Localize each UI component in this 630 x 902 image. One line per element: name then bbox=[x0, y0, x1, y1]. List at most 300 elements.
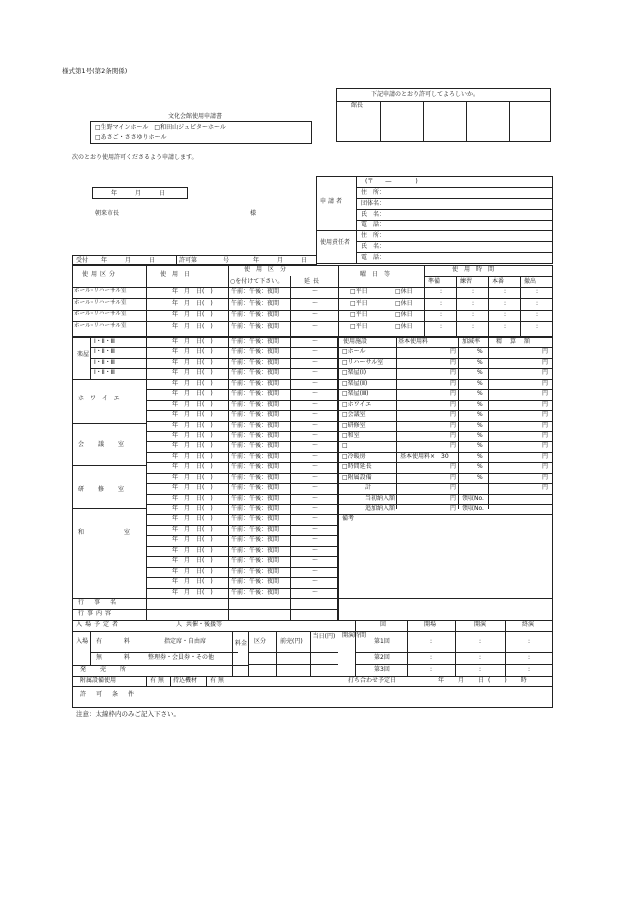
hvac-note: 基本使用料× 30 bbox=[400, 452, 449, 460]
room-row-slot[interactable]: 午前：午後：夜間 bbox=[231, 525, 280, 533]
responsible-label: 使用責任者 bbox=[320, 239, 351, 246]
fee-facility[interactable]: □楽屋(Ⅱ) bbox=[342, 379, 368, 387]
fee-facility[interactable]: □リハーサル室 bbox=[342, 358, 384, 366]
fee-percent: % bbox=[477, 431, 483, 439]
time-colon[interactable]: : bbox=[472, 288, 475, 295]
event-content-label: 行事内容 bbox=[78, 610, 115, 617]
fee-divider bbox=[338, 389, 553, 390]
fee-facility[interactable]: □ホワイエ bbox=[342, 400, 372, 408]
fee-percent: % bbox=[477, 473, 483, 481]
carry-in-umu[interactable]: 有 無 bbox=[210, 677, 224, 684]
addressee-sama: 様 bbox=[250, 210, 257, 217]
ticket-type[interactable]: 整理券・会員券・その他 bbox=[148, 654, 215, 661]
group-foyer: ホワイエ bbox=[78, 395, 126, 402]
hall-row-label: ホール･リハーサル室 bbox=[74, 322, 127, 329]
time-colon[interactable]: : bbox=[536, 322, 539, 330]
fee-divider bbox=[338, 421, 553, 422]
room-row-date[interactable]: 年 月 日( ) bbox=[172, 484, 213, 492]
approval-box bbox=[336, 88, 551, 142]
room-row-slot[interactable]: 午前：午後：夜間 bbox=[231, 463, 280, 471]
time-colon[interactable]: : bbox=[504, 299, 507, 307]
fee-head-amount: 精算額 bbox=[496, 338, 539, 345]
additional-payment: 追加納入額 bbox=[365, 505, 396, 513]
room-row-date[interactable]: 年 月 日( ) bbox=[172, 348, 213, 356]
fee-facility[interactable]: □会議室 bbox=[342, 411, 366, 419]
room-row-date[interactable]: 年 月 日( ) bbox=[172, 358, 213, 366]
room-row-date[interactable]: 年 月 日( ) bbox=[172, 557, 213, 565]
fee-total-amount-yen: 円 bbox=[542, 484, 549, 492]
fee-yen: 円 bbox=[450, 442, 457, 450]
room-row-date[interactable]: 年 月 日( ) bbox=[172, 494, 213, 502]
hall-row-date[interactable]: 年 月 日( ) bbox=[172, 311, 213, 318]
room-row-date[interactable]: 年 月 日( ) bbox=[172, 379, 213, 387]
fee-facility[interactable]: □研修室 bbox=[342, 421, 366, 429]
room-row-ext[interactable]: ～ bbox=[312, 369, 319, 377]
time-colon[interactable]: : bbox=[440, 322, 443, 330]
room-row-date[interactable]: 年 月 日( ) bbox=[172, 473, 213, 481]
fee-percent: % bbox=[477, 379, 483, 387]
event-name-label: 行事名 bbox=[78, 599, 127, 606]
form-number: 様式第1号(第2条関係) bbox=[62, 67, 128, 75]
applicant-heading: 申請者 bbox=[320, 198, 345, 205]
row-divider bbox=[72, 298, 553, 299]
room-row-slot[interactable]: 午前：午後：夜間 bbox=[231, 578, 280, 586]
gakuya-room[interactable]: Ⅰ・Ⅱ・Ⅲ bbox=[94, 348, 115, 356]
holiday-check[interactable]: □休日 bbox=[395, 311, 413, 318]
group-washitsu: 和室 bbox=[78, 529, 171, 536]
group-training: 研修室 bbox=[78, 486, 139, 493]
attendance-label: 入場予定者 bbox=[76, 621, 122, 628]
room-row-slot[interactable]: 午前：午後：夜間 bbox=[231, 452, 280, 460]
time-colon[interactable]: : bbox=[536, 299, 539, 307]
fee-facility[interactable]: □ bbox=[342, 442, 348, 450]
room-row-ext[interactable]: ～ bbox=[312, 546, 319, 554]
time-colon[interactable]: : bbox=[536, 311, 539, 318]
room-row-date[interactable]: 年 月 日( ) bbox=[172, 546, 213, 554]
perf-round-3: 第3回 bbox=[374, 666, 390, 673]
room-row-ext[interactable]: ～ bbox=[312, 473, 319, 481]
responsible-heading bbox=[320, 239, 354, 247]
fee-percent: % bbox=[477, 358, 483, 366]
time-subheads bbox=[426, 277, 552, 287]
row-divider bbox=[146, 462, 338, 463]
room-row-ext[interactable]: ～ bbox=[312, 348, 319, 356]
room-row-slot[interactable]: 午前：午後：夜間 bbox=[231, 505, 280, 513]
row-divider bbox=[90, 358, 338, 359]
room-row-date[interactable]: 年 月 日( ) bbox=[172, 463, 213, 471]
room-row-ext[interactable]: ～ bbox=[312, 379, 319, 387]
row-divider bbox=[146, 525, 338, 526]
fee-yen: 円 bbox=[450, 390, 457, 398]
room-row-slot[interactable]: 午前：午後：夜間 bbox=[231, 400, 280, 408]
head-usage-date: 使用日 bbox=[160, 271, 197, 278]
reception-label: 受付 bbox=[76, 257, 89, 264]
time-colon[interactable]: : bbox=[440, 288, 443, 295]
additional-receipt: 領収No. bbox=[462, 505, 484, 513]
fee-head-base: 基本使用料 bbox=[398, 338, 429, 345]
fee-amount-yen: 円 bbox=[542, 452, 549, 460]
hall-row-slot[interactable]: 午前：午後：夜間 bbox=[231, 299, 280, 307]
hall-row-slot[interactable]: 午前：午後：夜間 bbox=[231, 311, 280, 318]
room-row-ext[interactable]: ～ bbox=[312, 515, 319, 523]
row-divider bbox=[146, 494, 338, 495]
room-row-ext[interactable]: ～ bbox=[312, 463, 319, 471]
perf-colon-2b: : bbox=[479, 654, 482, 661]
ticket-office-label: 発売所 bbox=[80, 666, 141, 673]
room-row-date[interactable]: 年 月 日( ) bbox=[172, 421, 213, 429]
addressee: 朝来市長 bbox=[95, 210, 120, 217]
room-row-ext[interactable]: ～ bbox=[312, 358, 319, 366]
fee-facility[interactable]: □楽屋(Ⅲ) bbox=[342, 390, 369, 398]
time-colon[interactable]: : bbox=[472, 299, 475, 307]
fee-divider bbox=[338, 514, 553, 515]
fee-kanji: 料金 bbox=[235, 640, 248, 647]
room-row-ext[interactable]: ～ bbox=[312, 505, 319, 513]
hall-select-box bbox=[90, 121, 312, 144]
applicant-box bbox=[316, 176, 553, 264]
room-row-slot[interactable]: 午前：午後：夜間 bbox=[231, 588, 280, 596]
holiday-check[interactable]: □休日 bbox=[395, 288, 413, 295]
room-row-ext[interactable]: ～ bbox=[312, 452, 319, 460]
intro-text: 次のとおり使用許可くださるよう申請します。 bbox=[72, 154, 198, 161]
fee-facility[interactable]: □附属設備 bbox=[342, 473, 372, 481]
fee-percent: % bbox=[477, 390, 483, 398]
fee-yen: 円 bbox=[450, 400, 457, 408]
gakuya-room[interactable]: Ⅰ・Ⅱ・Ⅲ bbox=[94, 338, 115, 345]
sub-honban: 本番 bbox=[492, 278, 505, 285]
time-colon[interactable]: : bbox=[504, 311, 507, 318]
room-row-slot[interactable]: 午前：午後：夜間 bbox=[231, 494, 280, 502]
perf-colon-3b: : bbox=[479, 666, 482, 673]
permit-date: 年 月 日 bbox=[253, 257, 314, 264]
fee-yen: 円 bbox=[450, 358, 457, 366]
perf-head-start: 開演 bbox=[474, 621, 487, 628]
row-divider bbox=[146, 410, 338, 411]
fee-yen: 円 bbox=[450, 431, 457, 439]
fee-yen: 円 bbox=[450, 369, 457, 377]
hall-row-slot[interactable]: 午前：午後：夜間 bbox=[231, 322, 280, 330]
weekday-check[interactable]: □平日 bbox=[350, 322, 368, 330]
equipment-umu[interactable]: 有 無 bbox=[150, 677, 164, 684]
weekday-check[interactable]: □平日 bbox=[350, 288, 368, 295]
room-row-date[interactable]: 年 月 日( ) bbox=[172, 525, 213, 533]
room-row-ext[interactable]: ～ bbox=[312, 421, 319, 429]
holiday-check[interactable]: □休日 bbox=[395, 299, 413, 307]
hall-row-date[interactable]: 年 月 日( ) bbox=[172, 322, 213, 330]
row-divider bbox=[146, 441, 338, 442]
equipment-use-label: 附属設備使用 bbox=[80, 677, 117, 684]
fee-percent: % bbox=[477, 452, 483, 460]
perf-colon-2a: : bbox=[430, 654, 433, 661]
time-colon[interactable]: : bbox=[472, 311, 475, 318]
door-label: 当日(円) bbox=[312, 633, 336, 640]
hall-row-date[interactable]: 年 月 日( ) bbox=[172, 288, 213, 295]
weekday-check[interactable]: □平日 bbox=[350, 311, 368, 318]
perf-head-round: 回 bbox=[380, 621, 387, 628]
fee-divider bbox=[338, 368, 553, 369]
reception-date: 年 月 日 bbox=[101, 257, 162, 264]
room-row-ext[interactable]: ～ bbox=[312, 536, 319, 544]
fee-yen: 円 bbox=[450, 379, 457, 387]
fee-facility[interactable]: □時間延長 bbox=[342, 463, 372, 471]
room-row-slot[interactable]: 午前：午後：夜間 bbox=[231, 421, 280, 429]
hall-row-ext[interactable]: ～ bbox=[312, 311, 319, 318]
row-divider bbox=[146, 588, 338, 589]
fee-percent: % bbox=[477, 369, 483, 377]
room-row-date[interactable]: 年 月 日( ) bbox=[172, 515, 213, 523]
perf-colon-3a: : bbox=[430, 666, 433, 673]
application-date-box[interactable] bbox=[92, 187, 188, 199]
gakuya-room[interactable]: Ⅰ・Ⅱ・Ⅲ bbox=[94, 358, 115, 366]
fee-yen: 円 bbox=[450, 411, 457, 419]
row-divider bbox=[146, 514, 338, 515]
carry-in-label: 持込機材 bbox=[173, 677, 198, 684]
initial-receipt: 領収No. bbox=[462, 494, 484, 502]
room-row-slot[interactable]: 午前：午後：夜間 bbox=[231, 390, 280, 398]
perf-colon-2c: : bbox=[528, 654, 531, 661]
room-row-slot[interactable]: 午前：午後：夜間 bbox=[231, 442, 280, 450]
room-row-slot[interactable]: 午前：午後：夜間 bbox=[231, 338, 280, 345]
fee-facility[interactable]: □冷暖房 bbox=[342, 452, 366, 460]
room-row-slot[interactable]: 午前：午後：夜間 bbox=[231, 379, 280, 387]
room-row-ext[interactable]: ～ bbox=[312, 431, 319, 439]
fee-divider bbox=[338, 347, 553, 348]
perf-round-2: 第2回 bbox=[374, 654, 390, 661]
room-row-date[interactable]: 年 月 日( ) bbox=[172, 578, 213, 586]
fee-percent: % bbox=[477, 421, 483, 429]
room-row-slot[interactable]: 午前：午後：夜間 bbox=[231, 484, 280, 492]
row-divider bbox=[146, 504, 338, 505]
room-row-ext[interactable]: ～ bbox=[312, 567, 319, 575]
hall-row-ext[interactable]: ～ bbox=[312, 288, 319, 295]
head-weekday: 曜日等 bbox=[360, 271, 397, 278]
fee-amount-yen: 円 bbox=[542, 358, 549, 366]
fee-facility[interactable]: □楽屋(Ⅰ) bbox=[342, 369, 367, 377]
event-box bbox=[72, 598, 553, 708]
fee-amount-yen: 円 bbox=[542, 411, 549, 419]
room-row-date[interactable]: 年 月 日( ) bbox=[172, 452, 213, 460]
fee-yen: 円 bbox=[450, 348, 457, 356]
applicant-org[interactable]: 団体名： bbox=[361, 200, 386, 207]
room-row-slot[interactable]: 午前：午後：夜間 bbox=[231, 567, 280, 575]
director-label: 館長 bbox=[351, 102, 364, 109]
remarks-label: 備考 bbox=[342, 515, 355, 523]
row-divider bbox=[146, 473, 338, 474]
room-row-date[interactable]: 年 月 日( ) bbox=[172, 536, 213, 544]
fee-amount-yen: 円 bbox=[542, 369, 549, 377]
fee-total-yen: 円 bbox=[450, 484, 457, 492]
room-row-slot[interactable]: 午前：午後：夜間 bbox=[231, 431, 280, 439]
room-row-date[interactable]: 年 月 日( ) bbox=[172, 505, 213, 513]
hall-row-label: ホール･リハーサル室 bbox=[74, 299, 127, 306]
fee-amount-yen: 円 bbox=[542, 473, 549, 481]
row-divider bbox=[146, 389, 338, 390]
fee-amount-yen: 円 bbox=[542, 431, 549, 439]
room-row-ext[interactable]: ～ bbox=[312, 411, 319, 419]
sub-tesshutsu: 撤出 bbox=[524, 278, 537, 285]
additional-yen: 円 bbox=[450, 505, 457, 513]
fee-amount-yen: 円 bbox=[542, 400, 549, 408]
paid-label: 有料 bbox=[96, 638, 153, 645]
reception-row bbox=[72, 255, 317, 265]
time-colon[interactable]: : bbox=[504, 288, 507, 295]
room-row-date[interactable]: 年 月 日( ) bbox=[172, 338, 213, 345]
hall-row-ext[interactable]: ～ bbox=[312, 299, 319, 307]
time-colon[interactable]: : bbox=[536, 288, 539, 295]
performance-time-label: 開演時間 bbox=[342, 632, 367, 639]
fee-divider bbox=[338, 441, 553, 442]
perf-colon-1b: : bbox=[479, 638, 482, 645]
attendance-unit: 人 bbox=[176, 621, 183, 628]
fee-facility[interactable]: □ホール bbox=[342, 348, 366, 356]
permit-conditions-label: 許可条件 bbox=[80, 691, 145, 698]
room-row-slot[interactable]: 午前：午後：夜間 bbox=[231, 348, 280, 356]
application-date: 年 月 日 bbox=[110, 190, 171, 197]
fee-divider bbox=[338, 410, 553, 411]
hall-row-slot[interactable]: 午前：午後：夜間 bbox=[231, 288, 280, 295]
room-row-date[interactable]: 年 月 日( ) bbox=[172, 442, 213, 450]
perf-round-1: 第1回 bbox=[374, 638, 390, 645]
head-usage-type: 使用区分 bbox=[82, 271, 119, 278]
row-divider bbox=[146, 452, 338, 453]
perf-head-end: 終演 bbox=[522, 621, 535, 628]
hall-row-label: ホール･リハーサル室 bbox=[74, 288, 127, 294]
room-row-date[interactable]: 年 月 日( ) bbox=[172, 390, 213, 398]
fee-amount-yen: 円 bbox=[542, 442, 549, 450]
room-row-slot[interactable]: 午前：午後：夜間 bbox=[231, 369, 280, 377]
room-row-date[interactable]: 年 月 日( ) bbox=[172, 567, 213, 575]
fee-divider bbox=[338, 379, 553, 380]
fee-amount-yen: 円 bbox=[542, 390, 549, 398]
room-row-date[interactable]: 年 月 日( ) bbox=[172, 400, 213, 408]
head-slot-note: ○を付けて下さい。 bbox=[230, 278, 284, 285]
row-divider bbox=[146, 577, 338, 578]
category-label: 区分 bbox=[254, 638, 267, 645]
room-row-ext[interactable]: ～ bbox=[312, 525, 319, 533]
room-row-ext[interactable]: ～ bbox=[312, 400, 319, 408]
room-row-ext[interactable]: ～ bbox=[312, 442, 319, 450]
room-row-date[interactable]: 年 月 日( ) bbox=[172, 431, 213, 439]
sub-junbi: 準備 bbox=[428, 278, 441, 285]
time-colon[interactable]: : bbox=[472, 322, 475, 330]
applicant-phone[interactable]: 電 話： bbox=[361, 221, 386, 228]
row-divider bbox=[146, 379, 338, 380]
time-colon[interactable]: : bbox=[440, 311, 443, 318]
perf-colon-3c: : bbox=[528, 666, 531, 673]
room-row-date[interactable]: 年 月 日( ) bbox=[172, 369, 213, 377]
fee-amount-yen: 円 bbox=[542, 348, 549, 356]
row-divider bbox=[72, 321, 553, 322]
responsible-phone[interactable]: 電 話： bbox=[361, 254, 386, 261]
group-meeting: 会議室 bbox=[78, 441, 139, 448]
room-row-ext[interactable]: ～ bbox=[312, 588, 319, 596]
gakuya-room[interactable]: Ⅰ・Ⅱ・Ⅲ bbox=[94, 369, 115, 377]
row-divider bbox=[146, 483, 338, 484]
hall-row-label: ホール･リハーサル室 bbox=[74, 311, 127, 317]
footer-note: 注意：太線枠内のみご記入下さい。 bbox=[76, 710, 180, 718]
permit-go: 号 bbox=[223, 257, 230, 264]
cosponsor-label: 共催・後援等 bbox=[186, 621, 223, 628]
approval-text: 下記申請のとおり許可してよろしいか。 bbox=[371, 91, 480, 98]
fee-percent: % bbox=[477, 411, 483, 419]
gakuya-label: 楽屋 bbox=[77, 351, 90, 358]
room-row-date[interactable]: 年 月 日( ) bbox=[172, 411, 213, 419]
applicant-name[interactable]: 氏 名： bbox=[361, 211, 386, 218]
room-row-slot[interactable]: 午前：午後：夜間 bbox=[231, 515, 280, 523]
advance-label: 前売(円) bbox=[280, 638, 303, 645]
room-row-slot[interactable]: 午前：午後：夜間 bbox=[231, 358, 280, 366]
responsible-address[interactable]: 住 所： bbox=[361, 232, 386, 239]
responsible-name[interactable]: 氏 名： bbox=[361, 243, 386, 250]
room-row-ext[interactable]: ～ bbox=[312, 484, 319, 492]
room-row-ext[interactable]: ～ bbox=[312, 578, 319, 586]
room-row-slot[interactable]: 午前：午後：夜間 bbox=[231, 411, 280, 419]
room-row-ext[interactable]: ～ bbox=[312, 390, 319, 398]
hall-row-ext[interactable]: ～ bbox=[312, 322, 319, 330]
room-row-ext[interactable]: ～ bbox=[312, 338, 319, 345]
perf-colon-1a: : bbox=[430, 638, 433, 645]
room-row-ext[interactable]: ～ bbox=[312, 557, 319, 565]
room-row-ext[interactable]: ～ bbox=[312, 494, 319, 502]
initial-yen: 円 bbox=[450, 494, 457, 502]
row-divider bbox=[90, 368, 338, 369]
form-title: 文化会館使用申請書 bbox=[167, 113, 222, 120]
room-row-slot[interactable]: 午前：午後：夜間 bbox=[231, 473, 280, 481]
postal-field[interactable]: (〒 ― ) bbox=[365, 178, 418, 185]
free-label: 無料 bbox=[96, 654, 153, 661]
room-row-slot[interactable]: 午前：午後：夜間 bbox=[231, 546, 280, 554]
fee-head-rate: 加減率 bbox=[462, 338, 481, 345]
fee-percent: % bbox=[477, 348, 483, 356]
room-row-date[interactable]: 年 月 日( ) bbox=[172, 588, 213, 596]
holiday-check[interactable]: □休日 bbox=[395, 322, 413, 330]
room-row-slot[interactable]: 午前：午後：夜間 bbox=[231, 536, 280, 544]
fee-percent: % bbox=[477, 442, 483, 450]
fee-divider bbox=[338, 431, 553, 432]
weekday-check[interactable]: □平日 bbox=[350, 299, 368, 307]
fee-amount-yen: 円 bbox=[542, 463, 549, 471]
applicant-address[interactable]: 住 所： bbox=[361, 189, 386, 196]
fee-amount-yen: 円 bbox=[542, 379, 549, 387]
time-colon[interactable]: : bbox=[440, 299, 443, 307]
time-colon[interactable]: : bbox=[504, 322, 507, 330]
row-divider bbox=[146, 431, 338, 432]
fee-total-label: 計 bbox=[365, 484, 372, 492]
fee-yen: 円 bbox=[450, 473, 457, 481]
row-divider bbox=[146, 556, 338, 557]
initial-payment: 当初納入額 bbox=[365, 494, 396, 502]
row-divider bbox=[146, 400, 338, 401]
row-divider bbox=[146, 567, 338, 568]
meeting-date-value[interactable]: 年 月 日( ) 時 bbox=[438, 677, 531, 684]
row-divider bbox=[90, 347, 338, 348]
permit-label: 許可第 bbox=[179, 257, 198, 264]
fee-facility[interactable]: □和室 bbox=[342, 431, 360, 439]
fee-percent: % bbox=[477, 400, 483, 408]
fee-amount-yen: 円 bbox=[542, 421, 549, 429]
sub-renshu: 練習 bbox=[460, 278, 473, 285]
meeting-date-label: 打ち合わせ予定日 bbox=[348, 677, 397, 684]
hall-options-line1[interactable]: □生野マインホール □和田山ジュピターホール bbox=[95, 124, 226, 131]
seat-type[interactable]: 指定席・自由席 bbox=[164, 638, 207, 645]
fee-yen: 円 bbox=[450, 421, 457, 429]
row-divider bbox=[146, 546, 338, 547]
hall-options-line2[interactable]: □あさご・ささゆりホール bbox=[95, 134, 167, 141]
fee-yen: 円 bbox=[450, 463, 457, 471]
fee-head-facility: 使用施設 bbox=[343, 338, 368, 345]
hall-row-date[interactable]: 年 月 日( ) bbox=[172, 299, 213, 307]
room-row-slot[interactable]: 午前：午後：夜間 bbox=[231, 557, 280, 565]
